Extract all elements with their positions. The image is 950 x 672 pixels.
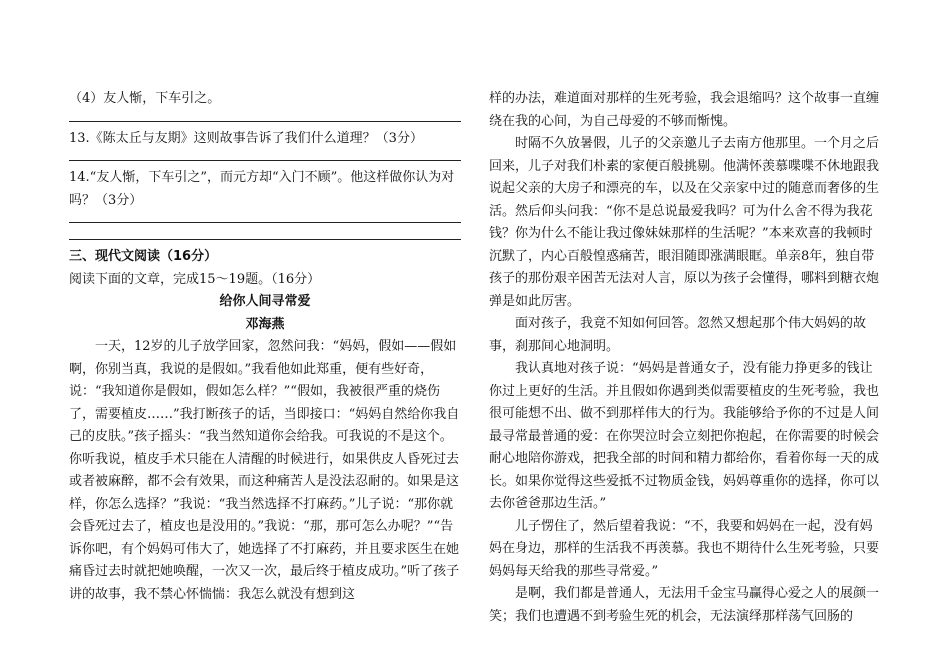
right-column <box>489 88 881 628</box>
section-heading: 三、现代文阅读（16分） <box>69 249 218 264</box>
article-title: 给你人间寻常爱 <box>219 294 311 309</box>
answer-line <box>69 150 461 161</box>
paragraph: 是啊，我们都是普通人，无法用千金宝马赢得心爱之人的展颜一笑；我们也遭遇不到考验生死的机会，无法演绎那样荡气回肠的 <box>489 586 880 624</box>
answer-line <box>69 212 461 223</box>
question-14: 14.“友人惭，下车引之”，而元方却“入门不顾”。他这样做你认为对吗？（3分） <box>69 170 455 208</box>
paragraph: 一天，12岁的儿子放学回家，忽然问我：“妈妈，假如——假如啊，你别当真，我说的是假如。”我看他如此郑重，便有些好奇，说：“我知道你是假如，假如怎么样？”“假如，我被很严重的烧伤了，需要植皮……”我打断孩子的话，当即接口：“妈妈自然给你我自己的皮肤。”孩子摇头：“我当然知道你会给我。可我说的不是这个。你听我说，植皮手术只能在人清醒的时候进行，如果供皮人昏死过去或者被麻醉，都不会有效果，而这种痛苦人是没法忍耐的。如果是这样，你怎么选择？”我说：“我当然选择不打麻药。”儿子说：“那你就会昏死过去了，植皮也是没用的。”我说：“那，那可怎么办呢？”“告诉你吧，有个妈妈可伟大了，她选择了不打麻药，并且要求医生在她痛昏过去时就把她唤醒，一次又一次，最后终于植皮成功。”听了孩子讲的故事，我不禁心怀惴惴：我怎么就没有想到这 <box>69 339 460 602</box>
answer-line <box>69 229 461 240</box>
item-4: （4）友人惭，下车引之。 <box>69 91 221 106</box>
paragraph: 面对孩子，我竟不知如何回答。忽然又想起那个伟大妈妈的故事，刹那间心地洞明。 <box>489 316 867 354</box>
paragraph: 我认真地对孩子说：“妈妈是普通女子，没有能力挣更多的钱让你过上更好的生活。并且假如你遇到类似需要植皮的生死考验，我也很可能想不出、做不到那样伟大的行为。我能够给予你的不过是人间最寻常最普通的爱：在你哭泣时会立刻把你抱起，在你需要的时候会耐心地陪你游戏，把我全部的时间和精力都给你，看着你每一天的成长。如果你觉得这些爱抵不过物质金钱，妈妈尊重你的选择，你可以去你爸爸那边生活。” <box>489 361 880 511</box>
answer-line <box>69 111 461 122</box>
reading-instruction: 阅读下面的文章，完成15～19题。（16分） <box>69 271 321 287</box>
left-column <box>69 88 461 606</box>
question-13: 13.《陈太丘与友期》这则故事告诉了我们什么道理？（3分） <box>69 130 423 146</box>
article-author: 邓海燕 <box>245 316 285 332</box>
paragraph: 样的办法，难道面对那样的生死考验，我会退缩吗？这个故事一直缠绕在我的心间，为自己母爱的不够而惭愧。 <box>489 91 880 129</box>
paragraph: 儿子愣住了，然后望着我说：“不，我要和妈妈在一起，没有妈妈在身边，那样的生活我不再羡慕。我也不期待什么生死考验，只要妈妈每天给我的那些寻常爱。” <box>489 518 880 579</box>
paragraph: 时隔不久放暑假，儿子的父亲邀儿子去南方他那里。一个月之后回来，儿子对我们朴素的家便百般挑剔。他满怀羡慕喋喋不休地跟我说起父亲的大房子和漂亮的车，以及在父亲家中过的随意而奢侈的生活。然后仰头问我：“你不是总说最爱我吗？可为什么舍不得为我花钱？你为什么不能让我过像妹妹那样的生活呢？”本来欢喜的我顿时沉默了，内心百般惶惑痛苦，眼泪随即涨满眼眶。单亲8年，独自带孩子的那份艰辛困苦无法对人言，原以为孩子会懂得，哪料到糖衣炮弹是如此厉害。 <box>489 136 880 309</box>
